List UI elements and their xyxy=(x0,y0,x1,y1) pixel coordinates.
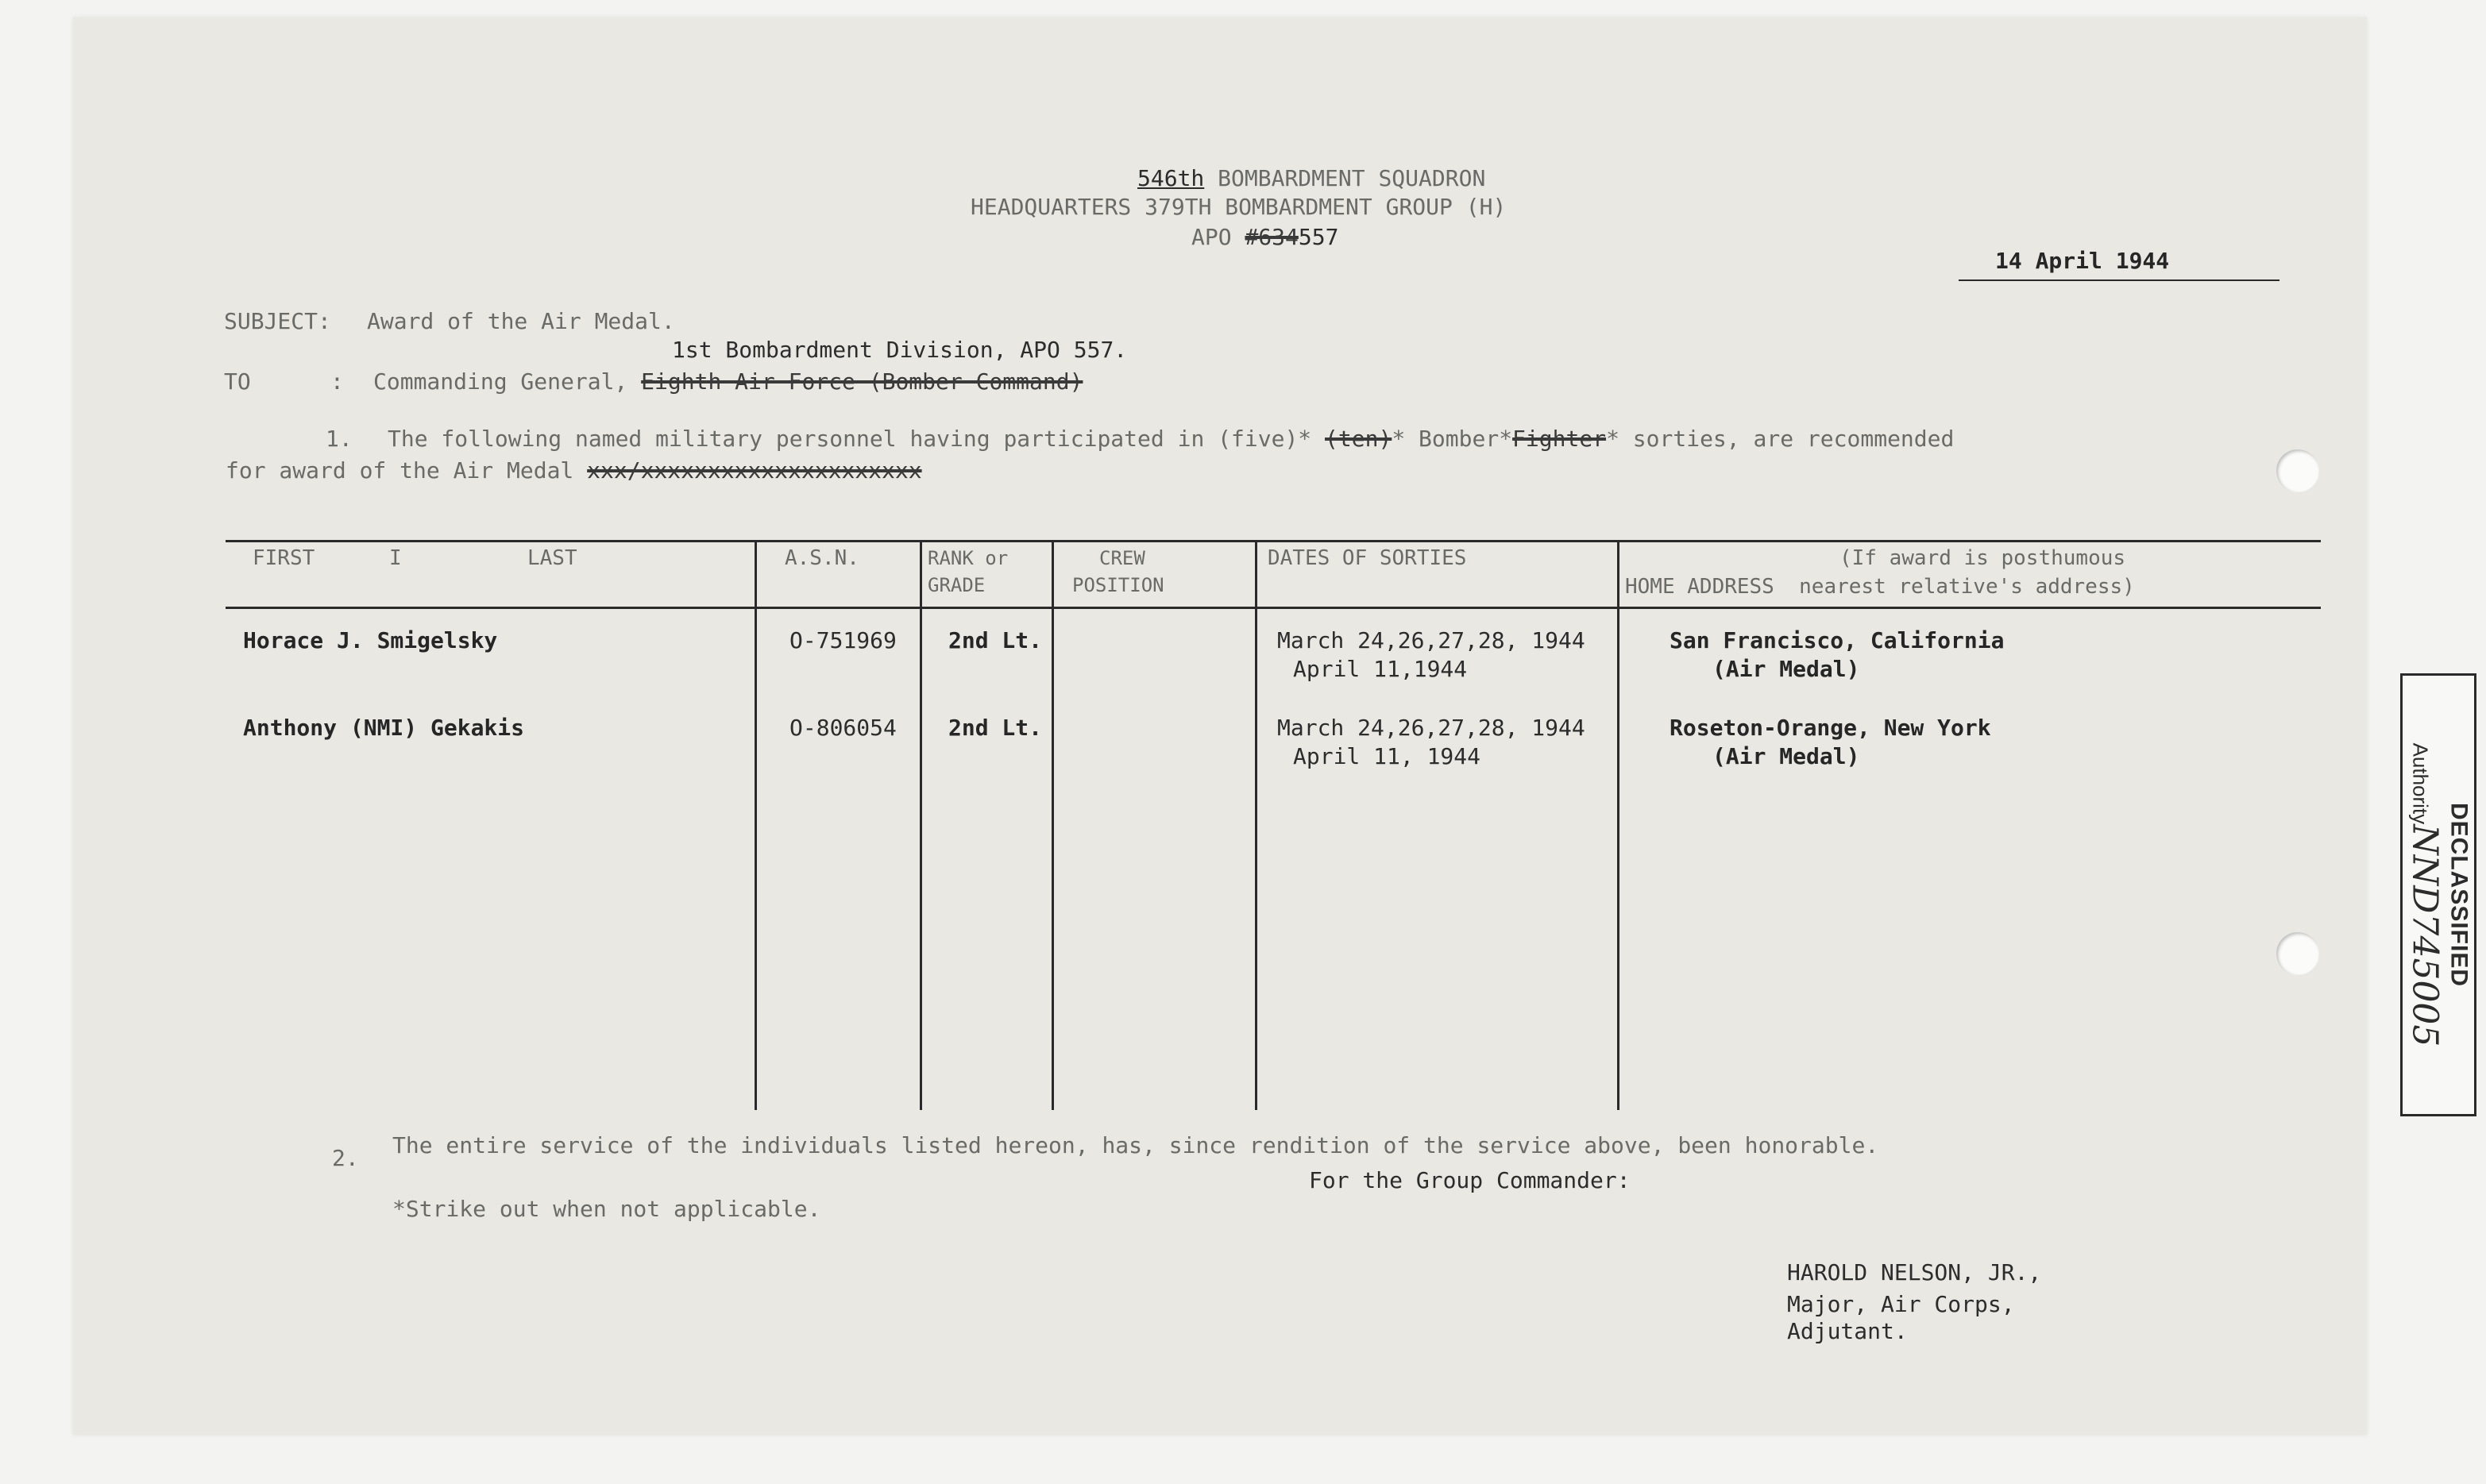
header-asn: A.S.N. xyxy=(785,546,859,570)
signature-rank: Major, Air Corps, xyxy=(1787,1291,2015,1317)
table-header-rule xyxy=(226,607,2321,609)
declassified-stamp xyxy=(2400,673,2476,1116)
header-crew-line2: POSITION xyxy=(1072,574,1164,596)
row1-address-line2: (Air Medal) xyxy=(1712,656,1860,682)
table-top-rule xyxy=(226,540,2321,542)
header-dates: DATES OF SORTIES xyxy=(1268,546,1467,570)
header-first: FIRST xyxy=(253,546,315,570)
header-last: LAST xyxy=(527,546,577,570)
to-label: TO xyxy=(224,368,251,395)
header-address-line2: HOME ADDRESS nearest relative's address) xyxy=(1625,575,2135,599)
stamp-heading: DECLASSIFIED xyxy=(2445,802,2472,988)
to-colon: : xyxy=(330,368,344,395)
subject-label: SUBJECT: xyxy=(224,308,331,334)
table-col-divider xyxy=(1052,540,1054,1110)
row2-dates-line2: April 11, 1944 xyxy=(1293,743,1481,769)
row2-address-line2: (Air Medal) xyxy=(1712,743,1860,769)
table-col-divider xyxy=(920,540,922,1110)
squadron-heading: 546th BOMBARDMENT SQUADRON xyxy=(1137,165,1486,191)
for-group-commander: For the Group Commander: xyxy=(1309,1167,1631,1193)
stamp-authority: AuthorityNND745005 xyxy=(2404,742,2445,1047)
para1-line1: The following named military personnel having participated in (five)* (ten)* Bomber*Fighter* sorties, are recommended xyxy=(388,426,1955,452)
row1-rank: 2nd Lt. xyxy=(948,627,1043,653)
row1-dates-line1: March 24,26,27,28, 1944 xyxy=(1277,627,1585,653)
apo-heading: APO #634557 xyxy=(1191,224,1339,250)
binder-hole xyxy=(2276,449,2319,492)
row1-name: Horace J. Smigelsky xyxy=(243,627,498,653)
binder-hole xyxy=(2276,932,2319,975)
para1-line2: for award of the Air Medal xxx/xxxxxxxxxxxxxxxxxxxxx xyxy=(226,457,922,484)
header-crew-line1: CREW xyxy=(1099,547,1145,569)
row1-dates-line2: April 11,1944 xyxy=(1293,656,1468,682)
row2-asn: O-806054 xyxy=(789,715,897,741)
header-rank-line1: RANK or xyxy=(928,547,1009,569)
row2-rank: 2nd Lt. xyxy=(948,715,1043,741)
table-col-divider xyxy=(755,540,757,1110)
signature-title: Adjutant. xyxy=(1787,1318,1908,1344)
table-col-divider xyxy=(1617,540,1619,1110)
table-col-divider xyxy=(1255,540,1257,1110)
footnote: *Strike out when not applicable. xyxy=(392,1196,821,1222)
para2-number: 2. xyxy=(332,1145,359,1171)
header-initial: I xyxy=(389,546,402,570)
group-heading: HEADQUARTERS 379TH BOMBARDMENT GROUP (H) xyxy=(971,194,1507,220)
para2-text: The entire service of the individuals listed hereon, has, since rendition of the service above, been honorable. xyxy=(392,1132,1879,1158)
row2-dates-line1: March 24,26,27,28, 1944 xyxy=(1277,715,1585,741)
row2-address-line1: Roseton-Orange, New York xyxy=(1670,715,1991,741)
para1-number: 1. xyxy=(326,426,353,452)
subject-text: Award of the Air Medal. xyxy=(367,308,675,334)
date-underline xyxy=(1959,279,2279,281)
header-rank-line2: GRADE xyxy=(928,574,986,596)
document-date: 14 April 1944 xyxy=(1995,248,2170,274)
row1-address-line1: San Francisco, California xyxy=(1670,627,2005,653)
signature-name: HAROLD NELSON, JR., xyxy=(1787,1259,2042,1285)
to-inserted-addressee: 1st Bombardment Division, APO 557. xyxy=(672,337,1128,363)
header-address-line1: (If award is posthumous xyxy=(1839,546,2126,570)
to-text: Commanding General, Eighth Air Force (Bomber Command) xyxy=(373,368,1083,395)
row1-asn: O-751969 xyxy=(789,627,897,653)
row2-name: Anthony (NMI) Gekakis xyxy=(243,715,525,741)
